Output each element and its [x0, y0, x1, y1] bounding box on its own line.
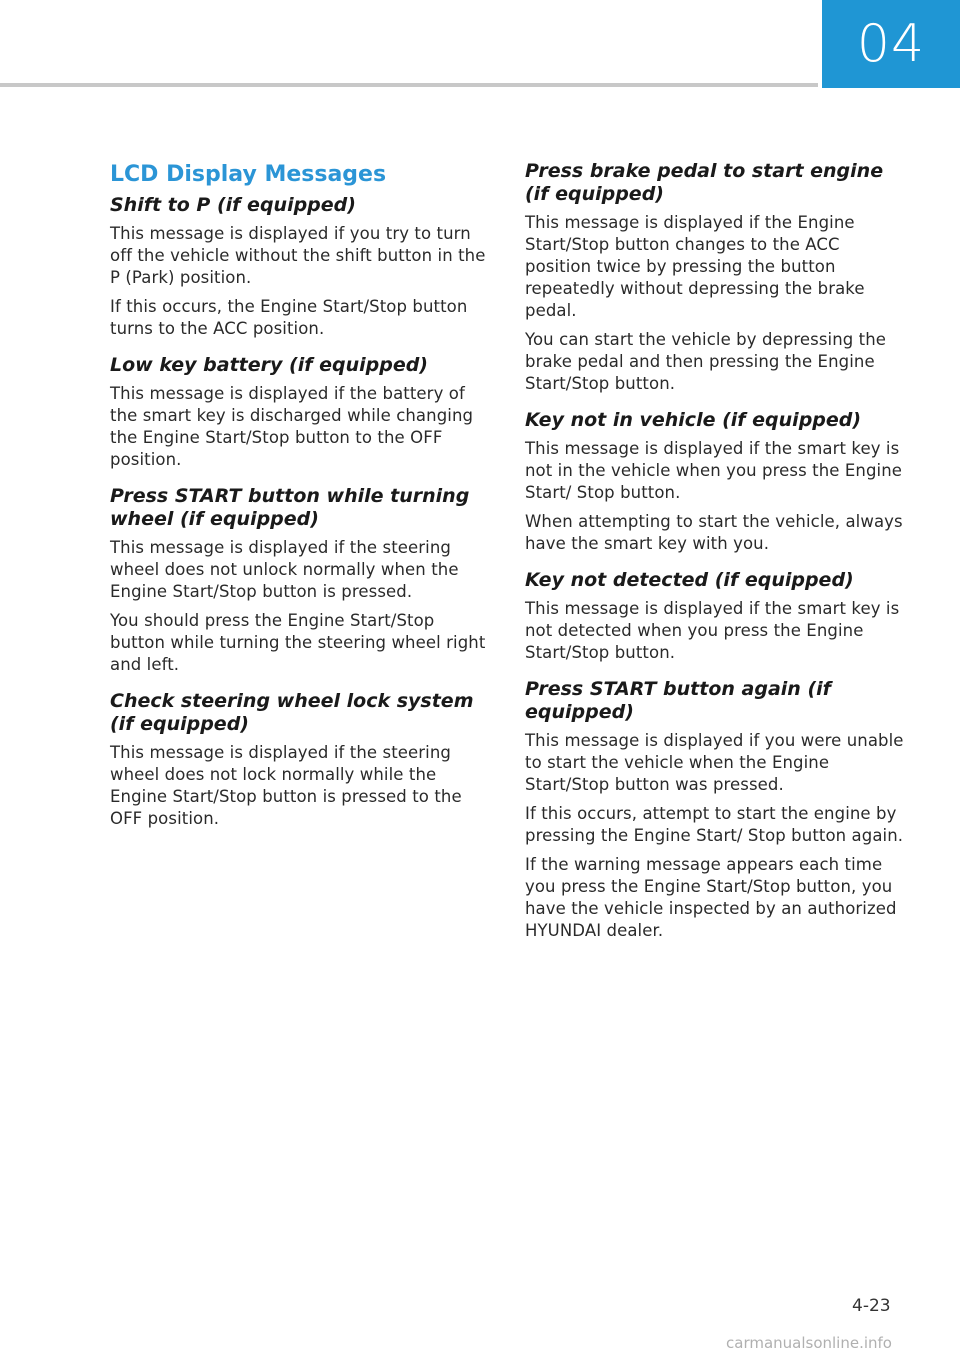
message-paragraph: If this occurs, attempt to start the engine by pressing the Engine Start/ Stop button again. [525, 804, 904, 845]
message-paragraph: You should press the Engine Start/Stop button while turning the steering wheel right and left. [110, 611, 486, 674]
message-heading: Key not detected (if equipped) [525, 569, 854, 591]
message-paragraph: When attempting to start the vehicle, always have the smart key with you. [525, 512, 903, 553]
message-heading: Press START button while turning wheel (if equipped) [110, 485, 470, 530]
message-paragraph: This message is displayed if the battery of the smart key is discharged while changing the Engine Start/Stop button to the OFF position. [110, 384, 474, 469]
message-paragraph: If the warning message appears each time you press the Engine Start/Stop button, you have the vehicle inspected by an authorized HYUNDAI dealer. [525, 855, 897, 940]
message-block [525, 569, 905, 664]
message-heading: Press START button again (if equipped) [525, 678, 831, 723]
message-block [110, 690, 490, 830]
section-title: LCD Display Messages [110, 162, 387, 187]
message-paragraph: You can start the vehicle by depressing the brake pedal and then pressing the Engine Start/Stop button. [525, 330, 887, 393]
message-heading: Low key battery (if equipped) [110, 354, 428, 376]
message-block [525, 678, 905, 942]
message-block [110, 194, 490, 340]
message-block [110, 354, 490, 471]
message-heading: Shift to P (if equipped) [110, 194, 356, 216]
header-rule [0, 83, 818, 87]
message-paragraph: This message is displayed if the steering wheel does not unlock normally when the Engine Start/Stop button is pressed. [110, 538, 459, 601]
message-block [525, 160, 905, 395]
message-heading: Key not in vehicle (if equipped) [525, 409, 862, 431]
left-column [110, 160, 490, 844]
message-paragraph: This message is displayed if the steering wheel does not lock normally while the Engine Start/Stop button is pressed to the OFF position. [110, 743, 462, 828]
message-paragraph: This message is displayed if the Engine Start/Stop button changes to the ACC position twice by pressing the button repeatedly without depressing the brake pedal. [525, 213, 865, 320]
message-paragraph: This message is displayed if the smart key is not detected when you press the Engine Start/Stop button. [525, 599, 900, 662]
message-block [110, 485, 490, 676]
message-heading: Press brake pedal to start engine (if equipped) [525, 160, 884, 205]
message-paragraph: This message is displayed if you try to turn off the vehicle without the shift button in the P (Park) position. [110, 224, 486, 287]
message-paragraph: If this occurs, the Engine Start/Stop button turns to the ACC position. [110, 297, 468, 338]
message-paragraph: This message is displayed if the smart key is not in the vehicle when you press the Engine Start/ Stop button. [525, 439, 903, 502]
message-paragraph: This message is displayed if you were unable to start the vehicle when the Engine Start/Stop button was pressed. [525, 731, 904, 794]
watermark: carmanualsonline.info [726, 1334, 892, 1352]
right-column [525, 160, 905, 956]
message-heading: Check steering wheel lock system (if equipped) [110, 690, 474, 735]
page-number: 4-23 [852, 1296, 891, 1316]
chapter-tab: 04 [822, 0, 960, 88]
message-block [525, 409, 905, 555]
